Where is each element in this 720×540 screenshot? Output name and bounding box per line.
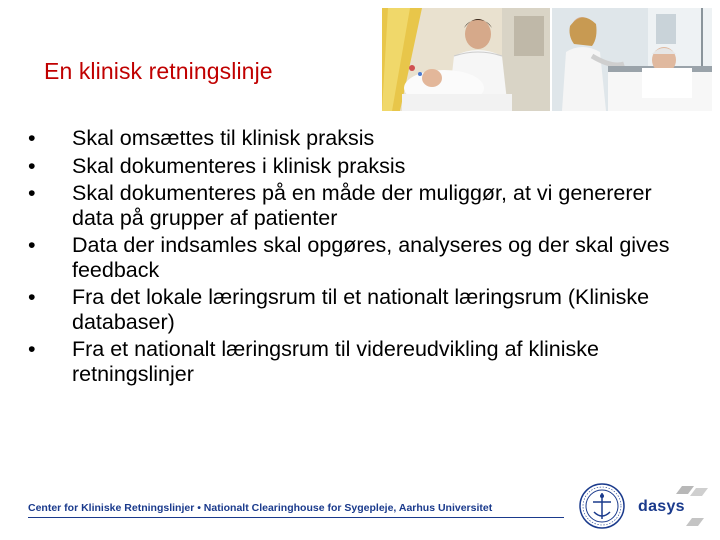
bullet-symbol: • xyxy=(28,181,36,205)
bullet-text: Skal dokumenteres i klinisk praksis xyxy=(72,153,406,178)
bullet-symbol: • xyxy=(28,126,36,150)
bullet-symbol: • xyxy=(28,153,36,178)
nurse-with-patient-photo xyxy=(552,8,712,111)
bullet-item xyxy=(28,154,688,179)
bullet-item xyxy=(28,126,688,151)
bullet-item xyxy=(28,337,688,386)
bullet-list xyxy=(28,126,688,389)
bullet-text: Skal omsættes til klinisk praksis xyxy=(72,126,375,150)
nurse-with-infant-photo xyxy=(382,8,550,111)
bullet-text: Fra det lokale læringsrum til et nationalt læringsrum (Kliniske databaser) xyxy=(72,285,650,334)
dasys-logo-icon xyxy=(632,484,712,530)
footer-divider xyxy=(28,517,564,518)
bullet-symbol: • xyxy=(28,233,36,257)
dasys-logo-text: dasys xyxy=(638,498,685,515)
bullet-item xyxy=(28,181,688,230)
bullet-symbol: • xyxy=(28,285,36,309)
slide-title: En klinisk retningslinje xyxy=(44,58,273,84)
header-photos xyxy=(382,8,712,111)
bullet-symbol: • xyxy=(28,337,36,361)
bullet-text: Data der indsamles skal opgøres, analyseres og der skal gives feedback xyxy=(72,233,670,282)
bullet-text: Skal dokumenteres på en måde der muliggør, at vi genererer data på grupper af patienter xyxy=(72,181,652,230)
bullet-text: Fra et nationalt læringsrum til videreudvikling af kliniske retningslinjer xyxy=(72,337,599,386)
bullet-item xyxy=(28,233,688,282)
footer-text: Center for Kliniske Retningslinjer • Nationalt Clearinghouse for Sygepleje, Aarhus Universitet xyxy=(28,502,493,514)
aarhus-university-seal-icon xyxy=(578,482,626,530)
bullet-item xyxy=(28,285,688,334)
